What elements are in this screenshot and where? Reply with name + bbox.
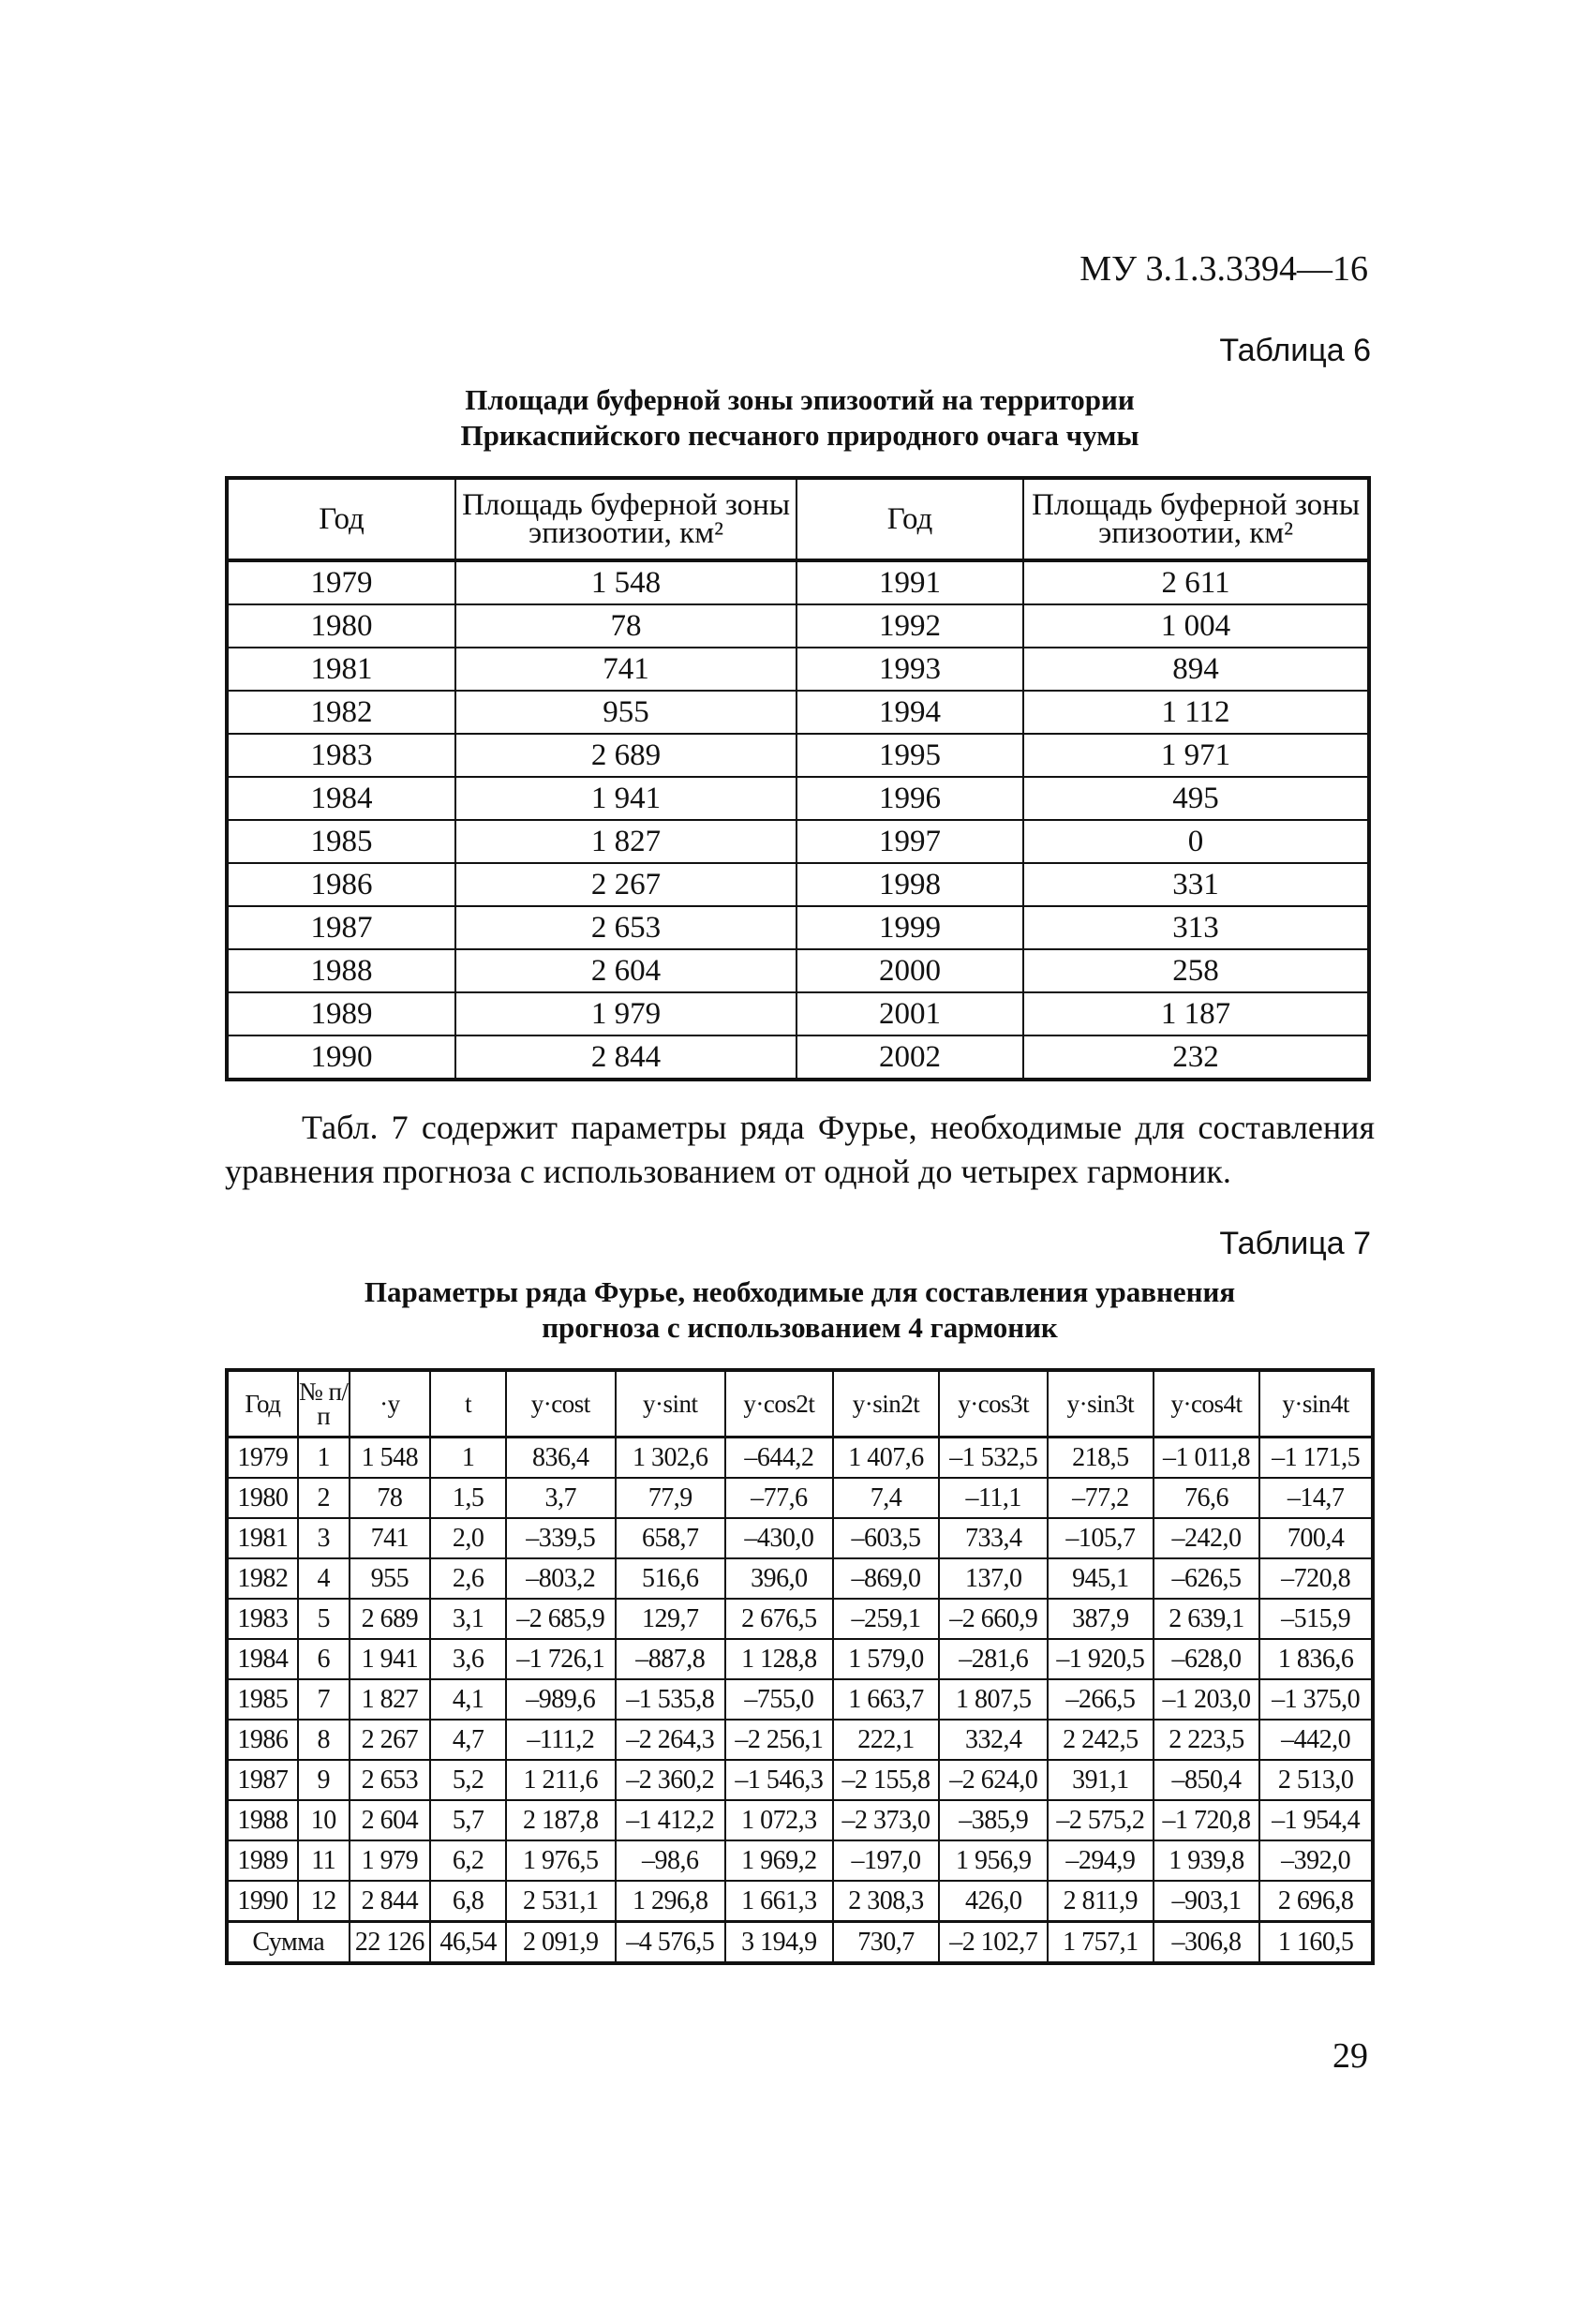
table6-column-header: Площадь буферной зоны эпизоотии, км²	[455, 478, 796, 560]
table-row	[227, 1035, 1369, 1080]
table-cell: 396,0	[725, 1558, 833, 1599]
table-cell: 733,4	[939, 1518, 1048, 1558]
table-cell: –266,5	[1048, 1679, 1154, 1720]
table7-column-header: y·cos4t	[1154, 1370, 1260, 1438]
table-cell: –281,6	[939, 1639, 1048, 1679]
table-cell: 1983	[227, 734, 455, 777]
table-cell: –385,9	[939, 1800, 1048, 1840]
table-cell: 5,2	[430, 1760, 506, 1800]
table-row	[227, 777, 1369, 820]
table-cell: 3,1	[430, 1599, 506, 1639]
table-cell: 391,1	[1048, 1760, 1154, 1800]
table-cell: 2 653	[455, 906, 796, 949]
table-cell: 1979	[227, 1438, 298, 1479]
table-cell: –887,8	[616, 1639, 726, 1679]
table-row	[227, 1840, 1373, 1881]
table-cell: –11,1	[939, 1478, 1048, 1518]
table-row	[227, 1679, 1373, 1720]
table-cell: 2 308,3	[833, 1881, 940, 1922]
table-cell: –14,7	[1259, 1478, 1373, 1518]
table-cell: 258	[1023, 949, 1369, 992]
table7-sum-row	[227, 1922, 1373, 1964]
table-row	[227, 648, 1369, 691]
table-cell: 5,7	[430, 1800, 506, 1840]
table6-label: Таблица 6	[1219, 333, 1371, 368]
table-cell: –2 264,3	[616, 1720, 726, 1760]
table-cell: –720,8	[1259, 1558, 1373, 1599]
table-cell: –1 546,3	[725, 1760, 833, 1800]
table-cell: 1 976,5	[506, 1840, 616, 1881]
table-cell: 1 941	[350, 1639, 431, 1679]
table-cell: 2 639,1	[1154, 1599, 1260, 1639]
sum-cell: –2 102,7	[939, 1922, 1048, 1964]
table-cell: 3,7	[506, 1478, 616, 1518]
table-cell: 1984	[227, 777, 455, 820]
table-cell: 2 844	[455, 1035, 796, 1080]
table-cell: –197,0	[833, 1840, 940, 1881]
table7-column-header: y·sint	[616, 1370, 726, 1438]
table6-column-header: Год	[227, 478, 455, 560]
table-cell: 78	[455, 604, 796, 648]
table-cell: 1 663,7	[833, 1679, 940, 1720]
table-cell: 1985	[227, 1679, 298, 1720]
table-cell: 894	[1023, 648, 1369, 691]
table-cell: 836,4	[506, 1438, 616, 1479]
table-row	[227, 1478, 1373, 1518]
table-cell: –2 685,9	[506, 1599, 616, 1639]
table-cell: 1980	[227, 1478, 298, 1518]
table-cell: –2 660,9	[939, 1599, 1048, 1639]
table-cell: 1 969,2	[725, 1840, 833, 1881]
table-cell: 6,2	[430, 1840, 506, 1881]
table7-title-line2: прогноза с использованием 4 гармоник	[542, 1311, 1058, 1344]
table-cell: 2 696,8	[1259, 1881, 1373, 1922]
table-row	[227, 734, 1369, 777]
table-cell: –1 203,0	[1154, 1679, 1260, 1720]
table-cell: 137,0	[939, 1558, 1048, 1599]
table-cell: 1 211,6	[506, 1760, 616, 1800]
table-cell: 955	[350, 1558, 431, 1599]
table-cell: 1981	[227, 648, 455, 691]
table-cell: –2 360,2	[616, 1760, 726, 1800]
table-cell: 1990	[227, 1035, 455, 1080]
table-cell: –803,2	[506, 1558, 616, 1599]
table-cell: –2 575,2	[1048, 1800, 1154, 1840]
table-cell: 222,1	[833, 1720, 940, 1760]
table-cell: 2 223,5	[1154, 1720, 1260, 1760]
table-row	[227, 560, 1369, 604]
table-cell: –1 720,8	[1154, 1800, 1260, 1840]
table-cell: 1987	[227, 1760, 298, 1800]
table-cell: –442,0	[1259, 1720, 1373, 1760]
table-cell: –515,9	[1259, 1599, 1373, 1639]
table-cell: 3,6	[430, 1639, 506, 1679]
table-cell: –628,0	[1154, 1639, 1260, 1679]
table-cell: –2 256,1	[725, 1720, 833, 1760]
table-cell: 1989	[227, 1840, 298, 1881]
sum-cell: 22 126	[350, 1922, 431, 1964]
table-cell: 2 187,8	[506, 1800, 616, 1840]
table-cell: 1 004	[1023, 604, 1369, 648]
table-cell: 955	[455, 691, 796, 734]
table-cell: 1 661,3	[725, 1881, 833, 1922]
table-cell: 4	[298, 1558, 350, 1599]
table-cell: 7,4	[833, 1478, 940, 1518]
table-cell: 2 531,1	[506, 1881, 616, 1922]
table-cell: 1992	[796, 604, 1023, 648]
table-cell: 2001	[796, 992, 1023, 1035]
table6-column-header: Год	[796, 478, 1023, 560]
table-cell: 3	[298, 1518, 350, 1558]
table7	[225, 1368, 1375, 1965]
table-cell: –869,0	[833, 1558, 940, 1599]
table-cell: 1	[298, 1438, 350, 1479]
table-cell: 1 807,5	[939, 1679, 1048, 1720]
table-cell: 2 604	[350, 1800, 431, 1840]
table-cell: 10	[298, 1800, 350, 1840]
table7-column-header: y·sin3t	[1048, 1370, 1154, 1438]
table-cell: 2000	[796, 949, 1023, 992]
table-row	[227, 1720, 1373, 1760]
table-cell: 1986	[227, 863, 455, 906]
table-cell: 2 611	[1023, 560, 1369, 604]
table7-column-header: y·cost	[506, 1370, 616, 1438]
table-cell: 1 971	[1023, 734, 1369, 777]
table-cell: 9	[298, 1760, 350, 1800]
table-cell: 426,0	[939, 1881, 1048, 1922]
table-cell: 1 827	[350, 1679, 431, 1720]
table-cell: 218,5	[1048, 1438, 1154, 1479]
table-row	[227, 1800, 1373, 1840]
table6-title-line1: Площади буферной зоны эпизоотий на территории	[465, 383, 1135, 416]
table-cell: 332,4	[939, 1720, 1048, 1760]
table7-title	[225, 1274, 1375, 1346]
table-cell: –1 920,5	[1048, 1639, 1154, 1679]
table6-title-line2: Прикаспийского песчаного природного очага чумы	[460, 419, 1139, 452]
table-cell: –77,6	[725, 1478, 833, 1518]
table-cell: 1993	[796, 648, 1023, 691]
table-cell: 12	[298, 1881, 350, 1922]
table-row	[227, 1558, 1373, 1599]
table-cell: 1 548	[455, 560, 796, 604]
table-cell: –294,9	[1048, 1840, 1154, 1881]
table-cell: 2 653	[350, 1760, 431, 1800]
table-cell: 7	[298, 1679, 350, 1720]
table-cell: 2	[298, 1478, 350, 1518]
table7-column-header: y·sin2t	[833, 1370, 940, 1438]
table-cell: 1997	[796, 820, 1023, 863]
table-cell: 313	[1023, 906, 1369, 949]
page-number: 29	[1332, 2036, 1368, 2076]
table-cell: 1989	[227, 992, 455, 1035]
table-cell: 1991	[796, 560, 1023, 604]
table-cell: 2 604	[455, 949, 796, 992]
table-cell: 1988	[227, 1800, 298, 1840]
table-cell: –1 011,8	[1154, 1438, 1260, 1479]
table-cell: 1987	[227, 906, 455, 949]
sum-cell: 730,7	[833, 1922, 940, 1964]
table-cell: –77,2	[1048, 1478, 1154, 1518]
sum-label: Сумма	[227, 1922, 350, 1964]
table-row	[227, 1438, 1373, 1479]
table-cell: 4,1	[430, 1679, 506, 1720]
table-cell: 6,8	[430, 1881, 506, 1922]
table-cell: 1 939,8	[1154, 1840, 1260, 1881]
table-cell: 1994	[796, 691, 1023, 734]
table-cell: 232	[1023, 1035, 1369, 1080]
table-cell: –1 954,4	[1259, 1800, 1373, 1840]
table-cell: 1 941	[455, 777, 796, 820]
table-cell: 1998	[796, 863, 1023, 906]
table-cell: 1 128,8	[725, 1639, 833, 1679]
table-cell: –1 171,5	[1259, 1438, 1373, 1479]
table-row	[227, 1760, 1373, 1800]
table-cell: 2 513,0	[1259, 1760, 1373, 1800]
table-row	[227, 863, 1369, 906]
table-cell: 8	[298, 1720, 350, 1760]
table-cell: –259,1	[833, 1599, 940, 1639]
table-cell: 76,6	[1154, 1478, 1260, 1518]
table-cell: –1 532,5	[939, 1438, 1048, 1479]
table-cell: 1 548	[350, 1438, 431, 1479]
table-cell: 387,9	[1048, 1599, 1154, 1639]
table-cell: 658,7	[616, 1518, 726, 1558]
table-cell: 1985	[227, 820, 455, 863]
table-row	[227, 949, 1369, 992]
table-cell: 1 979	[350, 1840, 431, 1881]
table7-header-row	[227, 1370, 1373, 1438]
table-cell: 2,6	[430, 1558, 506, 1599]
sum-cell: –4 576,5	[616, 1922, 726, 1964]
table-cell: 2 242,5	[1048, 1720, 1154, 1760]
table-cell: 1979	[227, 560, 455, 604]
table-cell: 1 827	[455, 820, 796, 863]
table-cell: 1980	[227, 604, 455, 648]
table-cell: 1 979	[455, 992, 796, 1035]
table-row	[227, 906, 1369, 949]
table6	[225, 476, 1371, 1081]
table-cell: 1990	[227, 1881, 298, 1922]
table-cell: –2 624,0	[939, 1760, 1048, 1800]
table7-column-header: y·cos2t	[725, 1370, 833, 1438]
table7-column-header: ·y	[350, 1370, 431, 1438]
table-cell: 1982	[227, 1558, 298, 1599]
sum-cell: 46,54	[430, 1922, 506, 1964]
table-cell: –903,1	[1154, 1881, 1260, 1922]
table-cell: 945,1	[1048, 1558, 1154, 1599]
table-cell: –98,6	[616, 1840, 726, 1881]
table-cell: 1 187	[1023, 992, 1369, 1035]
table-row	[227, 820, 1369, 863]
table-cell: 2 689	[455, 734, 796, 777]
table-cell: 1988	[227, 949, 455, 992]
table-cell: 495	[1023, 777, 1369, 820]
table-cell: 77,9	[616, 1478, 726, 1518]
table-cell: –1 726,1	[506, 1639, 616, 1679]
table-cell: –644,2	[725, 1438, 833, 1479]
table-cell: –626,5	[1154, 1558, 1260, 1599]
table-cell: 78	[350, 1478, 431, 1518]
table-cell: 2 689	[350, 1599, 431, 1639]
body-paragraph: Табл. 7 содержит параметры ряда Фурье, необходимые для составления уравнения прогноза с использованием от одной до четырех гармоник.	[225, 1109, 1375, 1190]
sum-cell: 3 194,9	[725, 1922, 833, 1964]
sum-cell: 2 091,9	[506, 1922, 616, 1964]
table6-header-row	[227, 478, 1369, 560]
table7-column-header: t	[430, 1370, 506, 1438]
table7-label: Таблица 7	[1219, 1226, 1371, 1261]
table-cell: 1983	[227, 1599, 298, 1639]
table7-column-header: № п/п	[298, 1370, 350, 1438]
table-row	[227, 992, 1369, 1035]
table-row	[227, 1599, 1373, 1639]
table-cell: –2 373,0	[833, 1800, 940, 1840]
table-row	[227, 1639, 1373, 1679]
table-cell: –1 375,0	[1259, 1679, 1373, 1720]
table-cell: 1986	[227, 1720, 298, 1760]
table-cell: 2 267	[455, 863, 796, 906]
table-row	[227, 1518, 1373, 1558]
table-cell: –1 535,8	[616, 1679, 726, 1720]
table-cell: 1982	[227, 691, 455, 734]
table7-column-header: y·cos3t	[939, 1370, 1048, 1438]
table-row	[227, 691, 1369, 734]
table-cell: –850,4	[1154, 1760, 1260, 1800]
sum-cell: 1 757,1	[1048, 1922, 1154, 1964]
table-cell: –105,7	[1048, 1518, 1154, 1558]
table6-column-header: Площадь буферной зоны эпизоотии, км²	[1023, 478, 1369, 560]
table-cell: 1984	[227, 1639, 298, 1679]
table-row	[227, 604, 1369, 648]
table-cell: –989,6	[506, 1679, 616, 1720]
table-cell: 129,7	[616, 1599, 726, 1639]
table-cell: 1 407,6	[833, 1438, 940, 1479]
table7-title-line1: Параметры ряда Фурье, необходимые для составления уравнения	[364, 1275, 1236, 1308]
table-cell: 1 072,3	[725, 1800, 833, 1840]
table-cell: 1,5	[430, 1478, 506, 1518]
table-cell: 2 267	[350, 1720, 431, 1760]
table-cell: –242,0	[1154, 1518, 1260, 1558]
table6-title	[225, 382, 1375, 454]
table-cell: 1996	[796, 777, 1023, 820]
table-cell: 2 811,9	[1048, 1881, 1154, 1922]
table-cell: 700,4	[1259, 1518, 1373, 1558]
table-cell: 11	[298, 1840, 350, 1881]
table-cell: –339,5	[506, 1518, 616, 1558]
table-cell: 1 302,6	[616, 1438, 726, 1479]
sum-cell: –306,8	[1154, 1922, 1260, 1964]
table-cell: 1	[430, 1438, 506, 1479]
table-cell: 2 844	[350, 1881, 431, 1922]
document-code: МУ 3.1.3.3394—16	[1079, 249, 1368, 289]
table-row	[227, 1881, 1373, 1922]
table-cell: 6	[298, 1639, 350, 1679]
table-cell: 1 836,6	[1259, 1639, 1373, 1679]
table-cell: 1981	[227, 1518, 298, 1558]
table-cell: 1 112	[1023, 691, 1369, 734]
table-cell: 1999	[796, 906, 1023, 949]
table-cell: 0	[1023, 820, 1369, 863]
table-cell: 2,0	[430, 1518, 506, 1558]
table-cell: –111,2	[506, 1720, 616, 1760]
table-cell: 5	[298, 1599, 350, 1639]
table-cell: 1 296,8	[616, 1881, 726, 1922]
table-cell: –392,0	[1259, 1840, 1373, 1881]
table-cell: 331	[1023, 863, 1369, 906]
table-cell: –2 155,8	[833, 1760, 940, 1800]
table-cell: 741	[455, 648, 796, 691]
table-cell: 4,7	[430, 1720, 506, 1760]
table-cell: 516,6	[616, 1558, 726, 1599]
table-cell: –603,5	[833, 1518, 940, 1558]
table-cell: 1995	[796, 734, 1023, 777]
sum-cell: 1 160,5	[1259, 1922, 1373, 1964]
table-cell: 1 579,0	[833, 1639, 940, 1679]
table7-column-header: Год	[227, 1370, 298, 1438]
table-cell: 1 956,9	[939, 1840, 1048, 1881]
table-cell: 2 676,5	[725, 1599, 833, 1639]
table-cell: 2002	[796, 1035, 1023, 1080]
table-cell: 741	[350, 1518, 431, 1558]
table7-column-header: y·sin4t	[1259, 1370, 1373, 1438]
table-cell: –755,0	[725, 1679, 833, 1720]
table-cell: –1 412,2	[616, 1800, 726, 1840]
table-cell: –430,0	[725, 1518, 833, 1558]
